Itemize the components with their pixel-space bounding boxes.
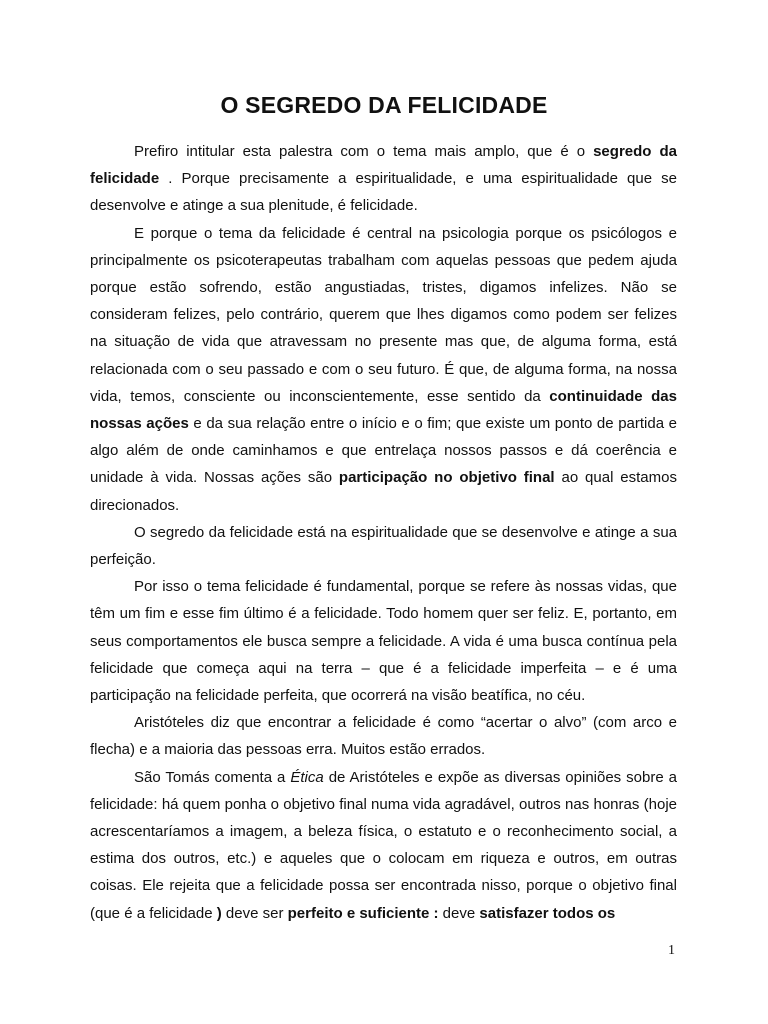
text-run: ao qual estamos direcionados. [90, 469, 677, 514]
text-run: Prefiro intitular esta palestra com o tema mais amplo, que é o [134, 143, 594, 160]
bold-text-run: perfeito e suficiente : [287, 904, 439, 922]
document-body [90, 138, 677, 927]
text-run: Por isso o tema felicidade é fundamental, porque se refere às nossas vidas, que têm um fim e esse fim último é a felicidade. Todo homem quer ser feliz. E, portanto, em seus comportamentos ele busca sempre a felicidade. A vida é uma busca contínua pela felicidade que começa aqui na terra – que é a felicidade imperfeita – e é uma participação na felicidade perfeita, que ocorrerá na visão beatífica, no céu. [90, 578, 677, 705]
text-run: . Porque precisamente a espiritualidade, e uma espiritualidade que se desenvolve e atinge a sua plenitude, é felicidade. [90, 170, 677, 215]
text-run: Aristóteles diz que encontrar a felicidade é como “acertar o alvo” (com arco e flecha) e a maioria das pessoas erra. Muitos estão errados. [90, 714, 677, 759]
paragraph [90, 220, 677, 519]
bold-text-run: ) [216, 904, 222, 922]
text-run: de Aristóteles e expõe as diversas opiniões sobre a felicidade: há quem ponha o objetivo final numa vida agradável, outros nas honras (hoje acrescentaríamos a imagem, a beleza física, o estatuto e o reconhecimento social, a estima dos outros, etc.) e aqueles que o colocam em riqueza e outros, em outras coisas. Ele rejeita que a felicidade possa ser encontrada nisso, porque o objetivo final (que é a felicidade [90, 768, 677, 922]
text-run: deve [438, 904, 480, 922]
italic-text-run: Ética [290, 768, 324, 786]
text-run: O segredo da felicidade está na espiritualidade que se desenvolve e atinge a sua perfeição. [90, 523, 677, 569]
text-run: e da sua relação entre o início e o fim; que existe um ponto de partida e algo além de onde caminhamos e que entrelaça nossos passos e dá coerência e unidade à vida. Nossas ações são [90, 415, 677, 487]
paragraph [90, 764, 677, 927]
bold-text-run: participação no objetivo final [338, 469, 555, 487]
bold-text-run: continuidade das nossas ações [90, 387, 677, 433]
text-run: São Tomás comenta a [134, 768, 291, 786]
bold-text-run: segredo da felicidade [90, 143, 677, 188]
text-run: E porque o tema da felicidade é central na psicologia porque os psicólogos e principalmente os psicoterapeutas trabalham com aquelas pessoas que pedem ajuda porque estão sofrendo, estão angustiadas, tristes, digamos infelizes. Não se consideram felizes, pelo contrário, querem que lhes digamos como podem ser felizes na situação de vida que atravessam no presente mas que, de alguma forma, está relacionada com o seu passado e com o seu futuro. É que, de alguma forma, na nossa vida, temos, consciente ou inconscientemente, esse sentido da [90, 224, 677, 405]
paragraph [90, 519, 677, 573]
paragraph [90, 709, 677, 763]
paragraph [90, 138, 677, 220]
bold-text-run: satisfazer todos os [479, 904, 616, 922]
page-number: 1 [668, 943, 675, 958]
document-title: O SEGREDO DA FELICIDADE [220, 92, 548, 118]
paragraph [90, 573, 677, 709]
text-run: deve ser [221, 904, 288, 922]
